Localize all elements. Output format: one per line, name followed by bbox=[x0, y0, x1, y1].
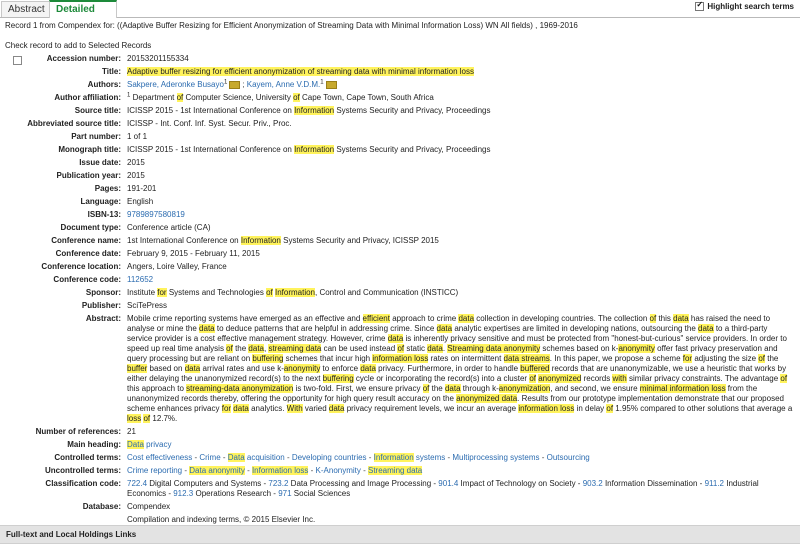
text-fragment: . In this paper, we propose a scheme bbox=[549, 354, 683, 363]
search-highlight: anonymity bbox=[283, 364, 321, 373]
search-highlight: of bbox=[529, 374, 536, 383]
field-label: Part number: bbox=[71, 132, 121, 141]
text-fragment: from the unanonymized records thereby, offering the opportunity for high query result accuracy on the bbox=[127, 384, 758, 403]
term-link[interactable] bbox=[368, 466, 422, 475]
text-fragment: varied bbox=[302, 404, 329, 413]
search-highlight: data bbox=[427, 344, 443, 353]
text-fragment: collection in developing countries. The collection bbox=[474, 314, 650, 323]
text-fragment: Systems Security and Privacy, Proceedings bbox=[334, 145, 491, 154]
text-fragment: Social Sciences bbox=[291, 489, 351, 498]
text-fragment: ICISSP 2015 - 1st International Conference on bbox=[127, 106, 295, 115]
text-fragment: approach to crime bbox=[389, 314, 459, 323]
search-highlight: for bbox=[157, 288, 167, 297]
search-highlight: efficient bbox=[362, 314, 390, 323]
term-separator: - bbox=[220, 453, 228, 462]
search-highlight: Data bbox=[227, 453, 245, 462]
term-link[interactable]: privacy bbox=[143, 440, 172, 449]
row-part-number bbox=[0, 132, 800, 142]
main-heading bbox=[127, 440, 794, 450]
search-highlight: information loss bbox=[372, 354, 429, 363]
field-label: Source title: bbox=[74, 106, 121, 115]
term-link[interactable]: Developing countries bbox=[291, 453, 367, 462]
text-fragment: analytics. bbox=[248, 404, 287, 413]
field-label: Main heading: bbox=[67, 440, 121, 449]
monograph-title bbox=[127, 145, 794, 155]
authors: Sakpere, Aderonke Busayo$^1$ ; Kayem, Anne V.D.M.$^1$ bbox=[127, 80, 794, 90]
search-highlight: of bbox=[758, 354, 766, 363]
controlled-terms bbox=[127, 453, 794, 463]
accession-number: 20153201155334 bbox=[127, 54, 189, 63]
author-affiliation-sup: 1 bbox=[320, 79, 324, 86]
conference-location: Angers, Loire Valley, France bbox=[127, 262, 227, 271]
search-highlight: Information bbox=[373, 453, 414, 462]
text-fragment: privacy. Furthermore, in order to handle bbox=[375, 364, 521, 373]
term-link[interactable]: 901.4 bbox=[438, 479, 459, 488]
text-fragment: Mobile crime reporting systems have emerged as an effective and bbox=[127, 314, 363, 323]
row-conf-name bbox=[0, 236, 800, 246]
field-label: Accession number: bbox=[46, 54, 121, 63]
row-publisher bbox=[0, 301, 800, 311]
row-source-title bbox=[0, 106, 800, 116]
text-fragment: the bbox=[232, 344, 249, 353]
fulltext-links-bar[interactable] bbox=[0, 525, 800, 544]
text-fragment: Systems Security and Privacy, Proceedings bbox=[334, 106, 491, 115]
search-highlight: minimal information loss bbox=[639, 384, 726, 393]
term-separator: - bbox=[366, 453, 374, 462]
term-link[interactable]: 722.4 bbox=[127, 479, 148, 488]
text-fragment: , bbox=[264, 344, 269, 353]
row-conf-code bbox=[0, 275, 800, 285]
search-highlight: buffered bbox=[520, 364, 550, 373]
author-affiliation bbox=[127, 93, 794, 103]
text-fragment: can be used instead bbox=[321, 344, 398, 353]
field-label: Abstract: bbox=[85, 314, 121, 323]
term-link[interactable] bbox=[127, 440, 144, 449]
text-fragment: , Control and Communication (INSTICC) bbox=[315, 288, 459, 297]
field-label: Number of references: bbox=[35, 427, 121, 436]
abbreviated-source-title: ICISSP - Int. Conf. Inf. Syst. Secur. Priv., Proc. bbox=[127, 119, 292, 128]
email-icon[interactable] bbox=[326, 81, 337, 89]
number-of-references: 21 bbox=[127, 427, 136, 436]
conference-code-link[interactable]: 112652 bbox=[127, 275, 154, 284]
field-label: Document type: bbox=[60, 223, 121, 232]
term-link[interactable]: 912.3 bbox=[173, 489, 194, 498]
text-fragment: . bbox=[442, 344, 448, 353]
field-label: Abbreviated source title: bbox=[27, 119, 121, 128]
search-highlight: Data anonymity bbox=[189, 466, 245, 475]
issue-date: 2015 bbox=[127, 158, 145, 167]
search-highlight: streaming data bbox=[268, 344, 322, 353]
text-fragment: static bbox=[404, 344, 428, 353]
tab-bar bbox=[0, 0, 800, 18]
search-highlight: buffering bbox=[252, 354, 284, 363]
text-fragment: Information Dissemination - bbox=[602, 479, 705, 488]
search-highlight: Information bbox=[294, 145, 335, 154]
search-highlight: information loss bbox=[518, 404, 575, 413]
text-fragment: Computer Science, University bbox=[183, 93, 294, 102]
row-authors bbox=[0, 80, 800, 90]
term-separator: - bbox=[244, 466, 252, 475]
search-highlight: of bbox=[397, 344, 405, 353]
record-title bbox=[127, 67, 794, 77]
search-highlight: data bbox=[199, 324, 215, 333]
classification-code bbox=[127, 479, 794, 499]
term-link[interactable]: 723.2 bbox=[268, 479, 289, 488]
text-fragment: offer fast privacy preservation and query processing but are reliant on bbox=[127, 344, 778, 363]
source-title bbox=[127, 106, 794, 116]
term-separator: - bbox=[284, 453, 292, 462]
text-fragment: Impact of Technology on Society - bbox=[458, 479, 583, 488]
record-info: Record 1 from Compendex for: ((Adaptive Buffer Resizing for Efficient Anonymization of Streaming Data with Minimal Information Loss) WN All fields) , 1969-2016 bbox=[5, 21, 578, 30]
field-label: Sponsor: bbox=[85, 288, 121, 297]
row-accession bbox=[0, 54, 800, 64]
highlight-label: Highlight search terms bbox=[707, 2, 794, 11]
search-highlight: data bbox=[360, 364, 376, 373]
term-link[interactable]: K-Anonymity bbox=[315, 466, 361, 475]
field-label: Monograph title: bbox=[58, 145, 121, 154]
search-highlight: Information bbox=[240, 236, 281, 245]
row-monograph bbox=[0, 145, 800, 155]
term-separator: - bbox=[308, 466, 316, 475]
search-highlight: of bbox=[780, 374, 788, 383]
search-highlight: buffer bbox=[127, 364, 148, 373]
search-highlight: data bbox=[458, 314, 475, 323]
text-fragment: schemes that incur high bbox=[283, 354, 373, 363]
search-highlight: data bbox=[184, 364, 201, 373]
term-link[interactable]: 971 bbox=[278, 489, 292, 498]
search-highlight: Information bbox=[274, 288, 315, 297]
field-label: Conference code: bbox=[53, 275, 121, 284]
text-fragment: rates on intermittent bbox=[428, 354, 504, 363]
term-separator: - bbox=[445, 453, 453, 462]
text-fragment: in delay bbox=[574, 404, 607, 413]
row-sponsor bbox=[0, 288, 800, 298]
check-record-label: Check record to add to Selected Records bbox=[5, 41, 152, 50]
author-link[interactable]: Kayem, Anne V.D.M. bbox=[246, 80, 321, 89]
text-fragment: to deduce patterns that are helpful in addressing crime. Since bbox=[214, 324, 437, 333]
term-link[interactable] bbox=[228, 453, 245, 462]
text-fragment: to a third-party service provider is a cost effective management strategy. However, crime bbox=[127, 324, 768, 343]
search-highlight: data bbox=[673, 314, 689, 323]
database: Compendex bbox=[127, 502, 171, 511]
row-abbrev-source bbox=[0, 119, 800, 129]
field-label: Title: bbox=[102, 67, 121, 76]
search-highlight: of bbox=[649, 314, 657, 323]
row-controlled bbox=[0, 453, 800, 463]
field-label: Language: bbox=[80, 197, 121, 206]
author-affiliation-sup: 1 bbox=[223, 79, 228, 86]
text-fragment: privacy requirement levels, we incur an average bbox=[344, 404, 519, 413]
row-language bbox=[0, 197, 800, 207]
row-doc-type bbox=[0, 223, 800, 233]
search-highlight: buffering bbox=[322, 374, 354, 383]
text-fragment: Digital Computers and Systems - bbox=[147, 479, 269, 488]
text-fragment: through k- bbox=[460, 384, 499, 393]
search-highlight: anonymization bbox=[498, 384, 551, 393]
search-highlight: of bbox=[266, 288, 273, 297]
search-highlight: of bbox=[176, 93, 184, 102]
search-highlight: data bbox=[698, 324, 714, 333]
search-highlight: Streaming data anonymity bbox=[447, 344, 541, 353]
term-link[interactable]: 911.2 bbox=[704, 479, 724, 488]
text-fragment: 1.95% compared to other solutions that average a bbox=[613, 404, 793, 413]
text-fragment: . Results from our prototype implementation demonstrate that our proposed scheme enhances privacy bbox=[127, 394, 784, 413]
text-fragment: adjusting the size bbox=[692, 354, 759, 363]
field-label: Controlled terms: bbox=[54, 453, 121, 462]
text-fragment: schemes based on k- bbox=[540, 344, 619, 353]
text-fragment: based on bbox=[147, 364, 185, 373]
term-link[interactable]: Cost effectiveness bbox=[127, 453, 193, 462]
row-main-heading bbox=[0, 440, 800, 450]
search-highlight: Data bbox=[127, 440, 144, 449]
tab-detailed[interactable]: Detailed bbox=[49, 0, 117, 18]
text-fragment: is two-fold. First, we ensure privacy bbox=[293, 384, 423, 393]
row-pages bbox=[0, 184, 800, 194]
text-fragment: cycle or incorporating the record(s) into a cluster bbox=[353, 374, 530, 383]
text-fragment: records that are unanonymizable, we use a heuristic that works by either delaying the unanonymized record(s) to the next bbox=[127, 364, 787, 383]
part-number: 1 of 1 bbox=[127, 132, 148, 141]
text-fragment: analytic expertises are limited in developing nations, outsourcing the bbox=[452, 324, 699, 333]
search-highlight: Information bbox=[294, 106, 335, 115]
text-fragment: Department bbox=[130, 93, 177, 102]
field-label: Pages: bbox=[94, 184, 121, 193]
row-num-refs bbox=[0, 427, 800, 437]
text-fragment: ICISSP 2015 - 1st International Conference on bbox=[127, 145, 295, 154]
affiliation-text bbox=[130, 93, 433, 102]
search-highlight: Streaming data bbox=[368, 466, 423, 475]
term-link[interactable]: Multiprocessing systems bbox=[452, 453, 540, 462]
highlight-checkbox[interactable] bbox=[695, 2, 704, 11]
row-copyright bbox=[0, 515, 800, 525]
search-highlight: for bbox=[682, 354, 693, 363]
row-title bbox=[0, 67, 800, 77]
search-highlight: data bbox=[233, 404, 249, 413]
search-highlight: Information loss bbox=[251, 466, 309, 475]
search-highlight: data bbox=[328, 404, 345, 413]
field-label: Authors: bbox=[87, 80, 121, 89]
field-label: Conference name: bbox=[51, 236, 121, 245]
text-fragment: Systems Security and Privacy, ICISSP 2015 bbox=[280, 236, 439, 245]
text-fragment: this approach to bbox=[127, 384, 187, 393]
row-pub-year bbox=[0, 171, 800, 181]
field-label: Classification code: bbox=[45, 479, 121, 488]
term-link[interactable] bbox=[252, 466, 308, 475]
email-icon[interactable] bbox=[229, 81, 240, 89]
text-fragment: the bbox=[429, 384, 445, 393]
uncontrolled-terms bbox=[127, 466, 794, 476]
text-fragment: is inherently privacy sensitive and must be protected from "honest-but-curious" service providers. In order to speed up real time analysis bbox=[127, 334, 787, 353]
search-highlight: anonymized bbox=[538, 374, 582, 383]
search-highlight: data bbox=[436, 324, 453, 333]
text-fragment: records bbox=[581, 374, 613, 383]
term-link[interactable]: 903.2 bbox=[582, 479, 603, 488]
search-highlight: data bbox=[444, 384, 461, 393]
publisher: SciTePress bbox=[127, 301, 168, 310]
search-highlight: of bbox=[606, 404, 614, 413]
term-link[interactable]: Outsourcing bbox=[546, 453, 590, 462]
text-fragment: arrival rates and use k- bbox=[200, 364, 284, 373]
affiliation-sup: 1 bbox=[127, 92, 131, 99]
author-link[interactable]: Sakpere, Aderonke Busayo bbox=[127, 80, 224, 89]
search-highlight: for bbox=[221, 404, 232, 413]
row-conf-location bbox=[0, 262, 800, 272]
highlight-toggle[interactable] bbox=[695, 2, 794, 11]
text-fragment: Cape Town, Cape Town, South Africa bbox=[299, 93, 434, 102]
search-highlight: data streams bbox=[503, 354, 550, 363]
search-highlight: Adaptive buffer resizing for efficient anonymization of streaming data with minimal information loss bbox=[127, 67, 474, 76]
text-fragment: 1st International Conference on bbox=[127, 236, 241, 245]
field-label: Conference location: bbox=[41, 262, 121, 271]
text-fragment: Industrial Economics - bbox=[127, 479, 759, 498]
text-fragment: , and second, we ensure bbox=[550, 384, 640, 393]
field-label: Publication year: bbox=[56, 171, 121, 180]
abstract-text bbox=[127, 314, 794, 424]
field-label: Issue date: bbox=[79, 158, 121, 167]
search-highlight: streaming-data anonymization bbox=[186, 384, 294, 393]
sponsor bbox=[127, 288, 794, 298]
search-highlight: of bbox=[293, 93, 300, 102]
row-uncontrolled bbox=[0, 466, 800, 476]
row-conf-date bbox=[0, 249, 800, 259]
field-label: Author affiliation: bbox=[54, 93, 121, 102]
search-highlight: data bbox=[248, 344, 264, 353]
term-link[interactable] bbox=[189, 466, 245, 475]
text-fragment: has raised the need to analyse or mine the bbox=[127, 314, 771, 333]
term-link[interactable]: Crime reporting bbox=[127, 466, 183, 475]
term-separator: - bbox=[192, 453, 200, 462]
text-fragment: to enforce bbox=[320, 364, 361, 373]
row-database bbox=[0, 502, 800, 512]
search-highlight: With bbox=[286, 404, 303, 413]
tab-abstract[interactable]: Abstract bbox=[1, 1, 52, 17]
search-highlight: of bbox=[143, 414, 151, 423]
conference-name bbox=[127, 236, 794, 246]
language: English bbox=[127, 197, 154, 206]
search-highlight: of bbox=[226, 344, 233, 353]
row-classification bbox=[0, 479, 800, 499]
term-separator: - bbox=[182, 466, 190, 475]
copyright: Compilation and indexing terms, © 2015 Elsevier Inc. bbox=[127, 515, 316, 524]
text-fragment: this bbox=[656, 314, 674, 323]
field-label: ISBN-13: bbox=[87, 210, 121, 219]
fulltext-links-label: Full-text and Local Holdings Links bbox=[6, 530, 137, 539]
isbn-link[interactable]: 9789897580819 bbox=[127, 210, 185, 219]
row-abstract bbox=[0, 314, 800, 424]
row-isbn bbox=[0, 210, 800, 220]
publication-year: 2015 bbox=[127, 171, 145, 180]
field-label: Publisher: bbox=[81, 301, 121, 310]
field-label: Conference date: bbox=[55, 249, 121, 258]
term-link[interactable]: systems bbox=[413, 453, 446, 462]
text-fragment: Operations Research - bbox=[193, 489, 279, 498]
conference-date: February 9, 2015 - February 11, 2015 bbox=[127, 249, 260, 258]
field-label: Database: bbox=[82, 502, 121, 511]
search-highlight: loss bbox=[127, 414, 142, 423]
search-highlight: data bbox=[387, 334, 404, 343]
term-link[interactable]: acquisition bbox=[244, 453, 285, 462]
document-type: Conference article (CA) bbox=[127, 223, 211, 232]
pages: 191-201 bbox=[127, 184, 157, 193]
term-separator: - bbox=[360, 466, 368, 475]
term-link[interactable] bbox=[374, 453, 414, 462]
term-separator: - bbox=[539, 453, 547, 462]
record-fields bbox=[0, 54, 800, 528]
search-highlight: of bbox=[422, 384, 430, 393]
text-fragment: the bbox=[765, 354, 779, 363]
text-fragment: Institute bbox=[127, 288, 158, 297]
field-label: Uncontrolled terms: bbox=[44, 466, 121, 475]
text-fragment: 12.7%. bbox=[150, 414, 178, 423]
search-highlight: anonymity bbox=[618, 344, 655, 353]
text-fragment: similar privacy constraints. The advantage bbox=[626, 374, 781, 383]
search-highlight: anonymized data bbox=[456, 394, 518, 403]
term-link[interactable]: Crime bbox=[199, 453, 221, 462]
row-affiliation bbox=[0, 93, 800, 103]
text-fragment: Data Processing and Image Processing - bbox=[288, 479, 439, 488]
search-highlight: with bbox=[612, 374, 627, 383]
row-issue-date bbox=[0, 158, 800, 168]
text-fragment: Systems and Technologies bbox=[166, 288, 267, 297]
